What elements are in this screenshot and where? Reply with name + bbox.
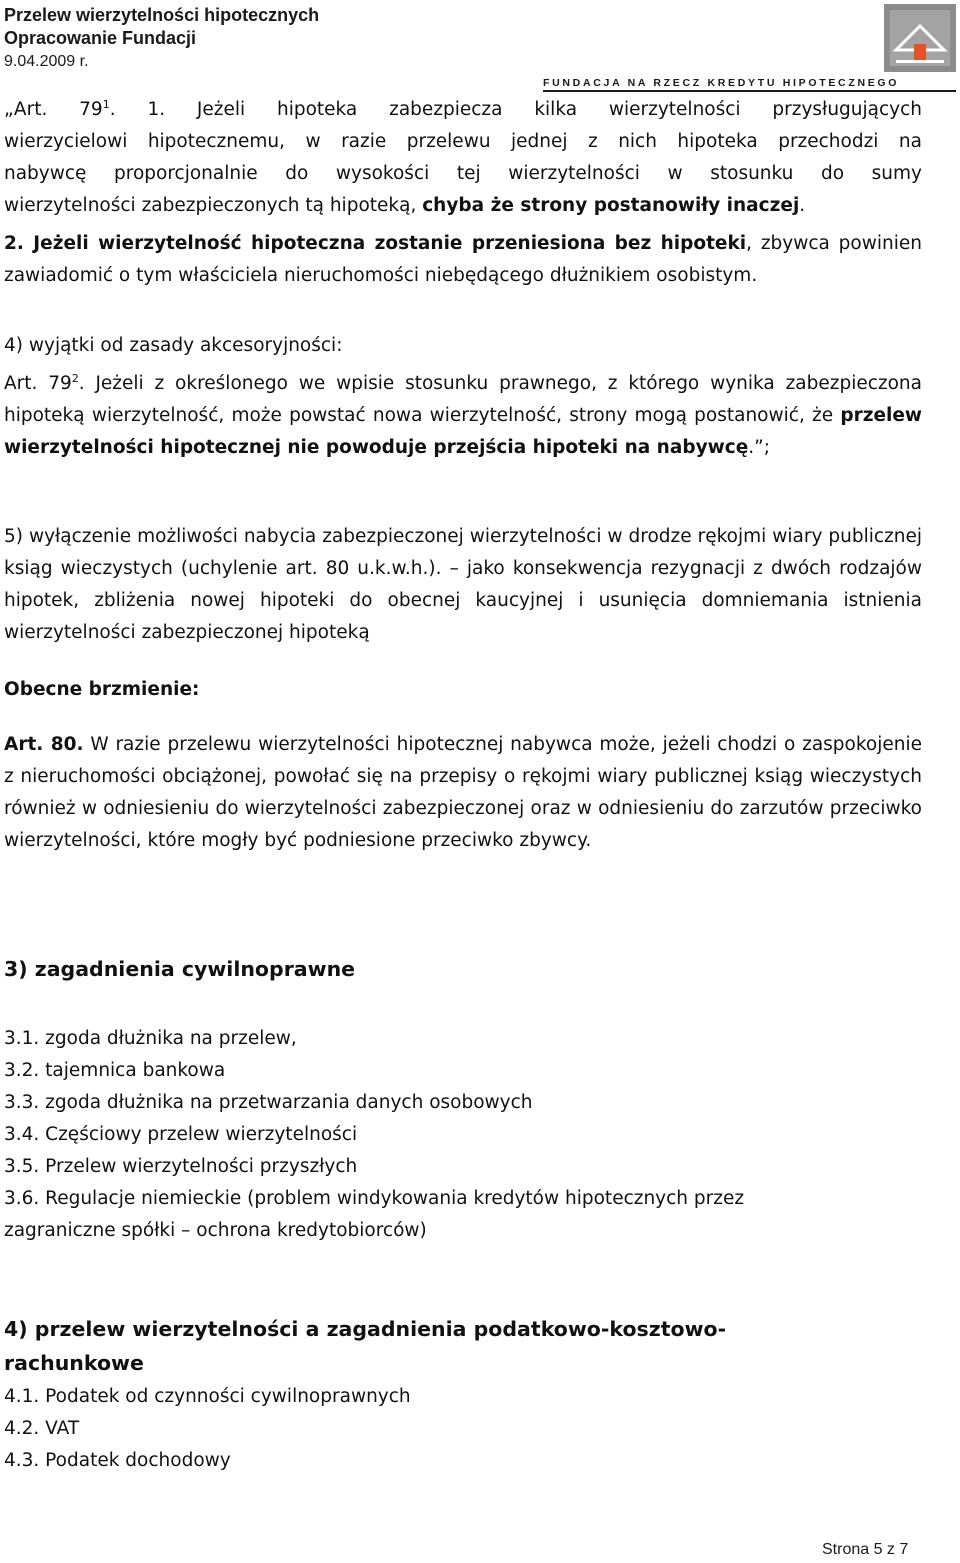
art80-text: W razie przelewu wierzytelności hipotecznej nabywca może, jeżeli chodzi o zaspokojenie z nieruchomości obciążonej, powołać się na przepisy o rękojmi wiary publicznej ksiąg wieczystych również w odniesieniu do wierzytelności zabezpieczonej oraz w odniesieniu do zarzutów przeciwko wierzytelności, które mogły być podniesione przeciwko zbywcy. [4,734,922,851]
art79-1-line1 [4,94,922,126]
art79-2-end: .”; [748,437,770,458]
header-subtitle: Opracowanie Fundacji [4,28,197,48]
art79-1-text: . 1. Jeżeli hipoteka zabezpiecza kilka wierzytelności przysługujących [109,99,922,120]
document-header [4,4,319,50]
art79-1-line4-end: . [799,195,806,216]
paragraph2-text: , zbywca powinien zawiadomić o tym właściciela nieruchomości niebędącego dłużnikiem osobistym. [4,233,922,286]
section5-paragraph: 5) wyłączenie możliwości nabycia zabezpieczonej wierzytelności w drodze rękojmi wiary publicznej ksiąg wieczystych (uchylenie art. 80 u.k.w.h.). – jako konsekwencja rezygnacji z dwóch rodzajów hipotek, zbliżenia nowej hipoteki do obecnej kaucyjnej i usunięcia domniemania istnienia wierzytelności zabezpieczonej hipoteką [4,526,922,643]
art79-1-line4-text: wierzytelności zabezpieczonych tą hipoteką, [4,195,423,216]
current-wording-heading: Obecne brzmienie: [4,679,200,700]
art79-1-line4-bold: chyba że strony postanowiły inaczej [422,195,800,216]
civil-item: 3.2. tajemnica bankowa [4,1060,226,1081]
tax-item: 4.1. Podatek od czynności cywilnoprawnych [4,1386,411,1407]
foundation-logo-icon [884,4,956,72]
art79-1-paragraph2 [4,228,922,292]
art79-2-paragraph [4,368,922,464]
civil-item: 3.4. Częściowy przelew wierzytelności [4,1124,358,1145]
page-number: Strona 5 z 7 [822,1541,909,1558]
art80-paragraph [4,729,922,857]
header-date: 9.04.2009 r. [4,53,89,70]
header-rule [543,90,956,92]
art79-2-label: Art. 79 [4,373,72,394]
tax-heading-line2: rachunkowe [4,1351,144,1375]
section4-heading: 4) wyjątki od zasady akcesoryjności: [4,335,343,356]
paragraph2-bold: Jeżeli wierzytelność hipoteczna zostanie przeniesiona bez hipoteki [23,233,747,254]
tax-item: 4.3. Podatek dochodowy [4,1450,231,1471]
foundation-logo [884,4,956,72]
art79-1-line2: wierzycielowi hipotecznemu, w razie przelewu jednej z nich hipoteka przechodzi na [4,131,922,152]
civil-item: 3.5. Przelew wierzytelności przyszłych [4,1156,358,1177]
art80-label: Art. 80. [4,734,84,755]
civil-item-continuation: zagraniczne spółki – ochrona kredytobiorców) [4,1220,427,1241]
art79-2-superscript: 2 [71,372,79,385]
art79-1-superscript: 1 [102,98,110,111]
paragraph2-number: 2. [4,233,24,254]
art79-2-text: . Jeżeli z określonego we wpisie stosunku prawnego, z którego wynika zabezpieczona hipoteką wierzytelność, może powstać nowa wierzytelność, strony mogą postanowić, że [4,373,922,426]
civil-law-heading: 3) zagadnienia cywilnoprawne [4,957,356,981]
civil-item: 3.1. zgoda dłużnika na przelew, [4,1028,297,1049]
tax-heading-line1: 4) przelew wierzytelności a zagadnienia podatkowo-kosztowo- [4,1317,727,1341]
civil-item: 3.3. zgoda dłużnika na przetwarzania danych osobowych [4,1092,533,1113]
foundation-tagline: FUNDACJA NA RZECZ KREDYTU HIPOTECZNEGO [543,77,900,89]
art79-2-bold: przelew wierzytelności hipotecznej nie powoduje przejścia hipoteki na nabywcę [4,405,922,458]
civil-item: 3.6. Regulacje niemieckie (problem windykowania kredytów hipotecznych przez [4,1188,745,1209]
art79-1-label: „Art. 79 [4,99,103,120]
tax-item: 4.2. VAT [4,1418,80,1439]
header-title: Przelew wierzytelności hipotecznych [4,5,320,25]
art79-1-line4 [4,190,922,222]
art79-1-line3: nabywcę proporcjonalnie do wysokości tej wierzytelności w stosunku do sumy [4,163,922,184]
